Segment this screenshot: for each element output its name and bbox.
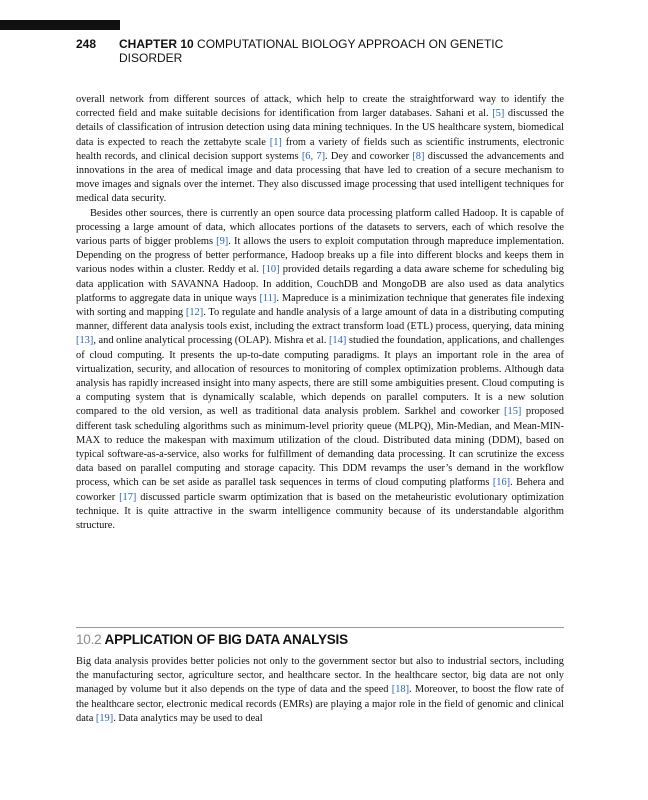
citation-link[interactable]: [18] — [391, 684, 410, 696]
citation-link[interactable]: [11] — [259, 292, 277, 304]
citation-link[interactable]: [16] — [492, 477, 511, 489]
citation-link[interactable]: [19] — [95, 712, 114, 724]
citation-link[interactable]: [13] — [76, 335, 94, 347]
body-text — [76, 93, 564, 533]
chapter-label: CHAPTER 10 — [119, 37, 194, 51]
citation-link[interactable]: [10] — [262, 264, 280, 276]
citation-link[interactable]: [6, 7] — [301, 150, 326, 162]
section-title: APPLICATION OF BIG DATA ANALYSIS — [104, 632, 348, 647]
chapter-heading — [119, 37, 539, 65]
citation-link[interactable]: [12] — [185, 307, 204, 319]
section-heading — [76, 632, 348, 647]
citation-link[interactable]: [8] — [412, 150, 425, 162]
citation-link[interactable]: [14] — [328, 335, 347, 347]
citation-link[interactable]: [17] — [119, 491, 137, 503]
citation-link[interactable]: [9] — [216, 236, 229, 248]
citation-link[interactable]: [5] — [492, 108, 505, 120]
section-number: 10.2 — [76, 632, 102, 647]
header-bar — [0, 20, 120, 30]
citation-link[interactable]: [15] — [504, 406, 522, 418]
paragraph-2: Besides other sources, there is currently an open source data processing platform called Hadoop. It is capable of processing a large amount of data, which allocates portions of the datasets to servers, each of which resolve the various parts of bigger problems [9]. It allows the users to exploit computation through mapreduce implementation. Depending on the progress of better performance, Hadoop breaks up a file into different blocks and keeps them in various nodes within a cluster. Reddy et al. [10] provided details regarding a data aware scheme for scheduling big data application with SAVANNA Hadoop. In addition, CouchDB and MongoDB are also used as data analytics platforms to aggregate data in unique ways [11]. Mapreduce is a minimization technique that generates file indexing with sorting and mapping [12]. To regulate and handle analysis of a large amount of data in a distributing computing manner, different data analysis tools exist, including the extract transform load (ETL) process, querying, data mining [13], and online analytical processing (OLAP). Mishra et al. [14] studied the foundation, applications, and challenges of cloud computing. It presents the up-to-date computing paradigms. It plays an important role in the area of virtualization, security, and allocation of resources to monitoring of complex optimization problems. Although data analysis has rapidly increased insight into many aspects, there are still some ambiguities present. Cloud computing is a computing system that is dynamically scalable, which depends on parallel computers. It is a new solution compared to the old version, as well as traditional data analysis problem. Sarkhel and coworker [15] proposed different task scheduling algorithms such as minimum-level priority queue (MLPQ), Min-Median, and Mean-MIN-MAX to reduce the makespan with maximum utilization of the cloud. Distributed data mining (DDM), based on typical software-as-a-service, also works for fulfillment of demanding data processing. It can scrutinize the excess data based on parallel computing and storage capacity. This DDM revamps the user’s demand in the workflow process, which can be set aside as parallel task sequences in terms of cloud computing platforms [16]. Behera and coworker [17] discussed particle swarm optimization that is based on the metaheuristic evolutionary optimization technique. It is quite attractive in the swarm intelligence community because of its understandable algorithm structure. — [76, 207, 565, 532]
section-divider — [76, 627, 564, 628]
citation-link[interactable]: [1] — [269, 136, 282, 148]
section-body-text — [76, 655, 564, 726]
chapter-title: COMPUTATIONAL BIOLOGY APPROACH ON GENETIC DISORDER — [119, 37, 504, 65]
paragraph-1: overall network from different sources of attack, which help to create the straightforward way to identify the corrected field and make suitable decisions for identification from larger databases. Sahani et al. [5] discussed the details of classification of intrusion detection using data mining techniques. In the US healthcare system, biomedical data is expected to reach the zettabyte scale [1] from a variety of fields such as scientific instruments, electronic health records, and clinical decision support systems [6, 7]. Dey and coworker [8] discussed the advancements and innovations in the area of medical image and data processing that have led to creation of a secure mechanism to move images and signals over the internet. They also discussed image processing that used intelligent techniques for medical data security. — [76, 94, 564, 205]
paragraph-3: Big data analysis provides better policies not only to the government sector but also to industrial sectors, including the manufacturing sector, agriculture sector, and healthcare sector. In the healthcare sector, big data are not only managed by volume but it also depends on the type of data and the speed [18]. Moreover, to boost the flow rate of the healthcare sector, electronic medical records (EMRs) are playing a major role in the field of genomic and clinical data [19]. Data analytics may be used to deal — [76, 656, 565, 724]
page-number: 248 — [76, 37, 97, 51]
